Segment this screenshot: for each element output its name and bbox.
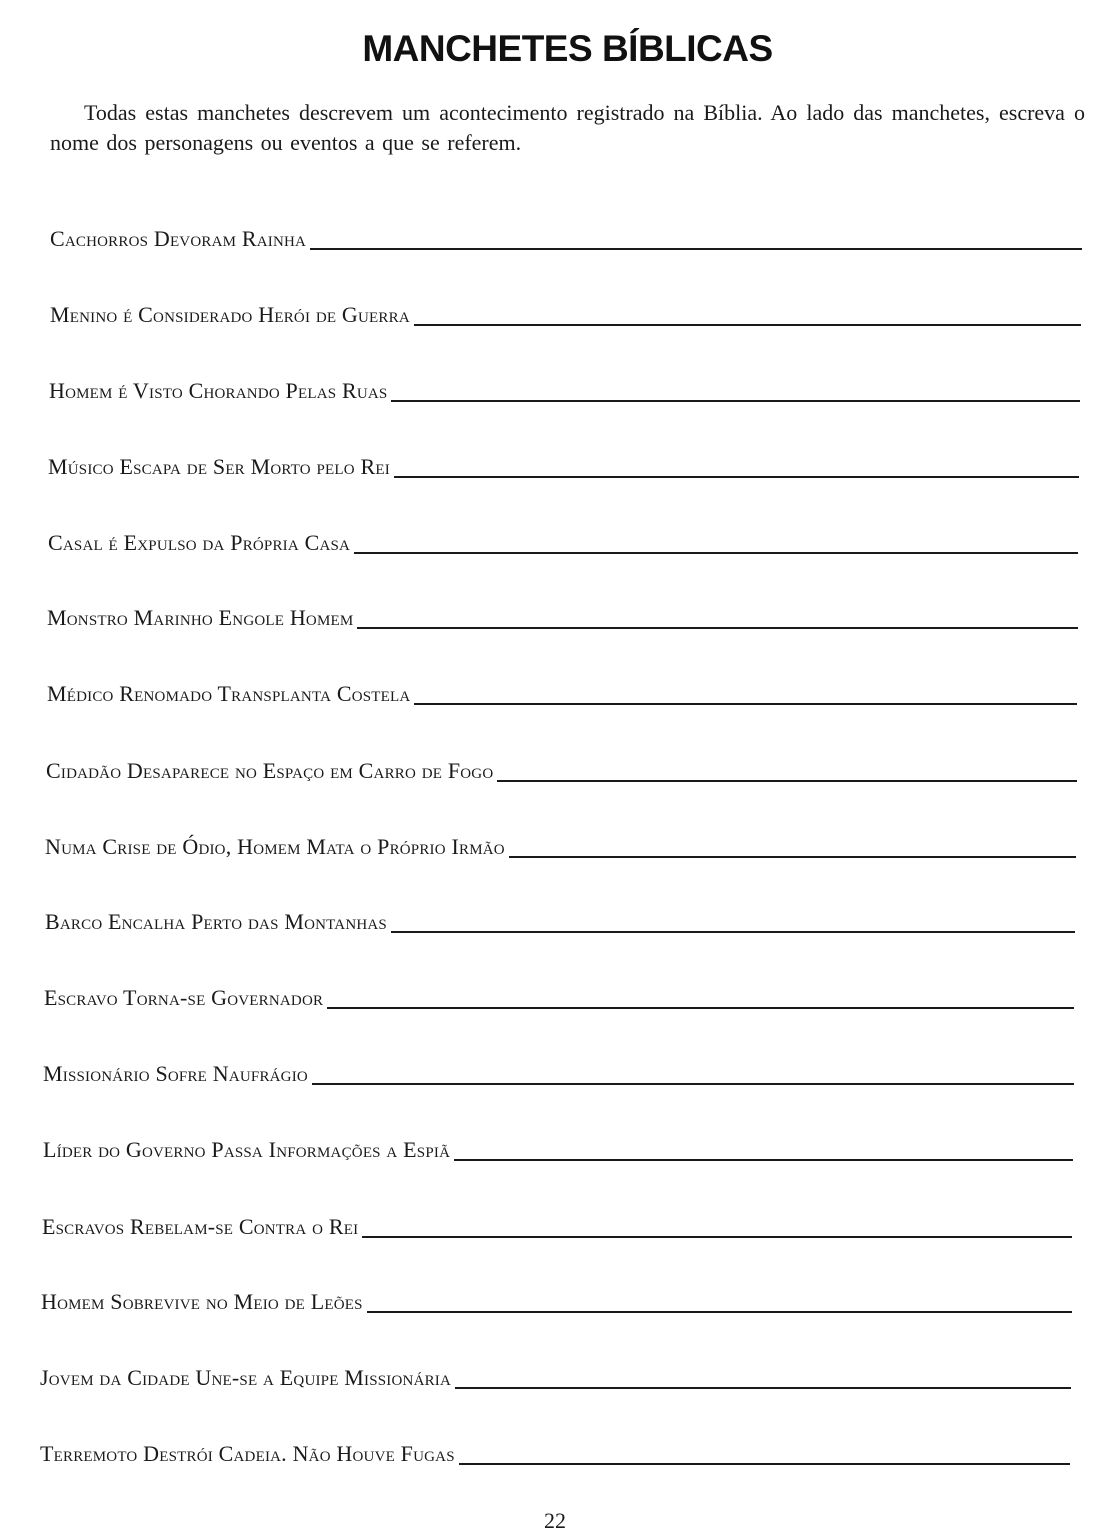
headline-text: Missionário Sofre Naufrágio	[43, 1061, 308, 1086]
headline-row	[40, 1357, 1071, 1391]
headline-row	[49, 370, 1080, 404]
headline-text: Músico Escapa de Ser Morto pelo Rei	[48, 454, 390, 479]
answer-field[interactable]	[327, 983, 1074, 1009]
headline-row	[42, 1206, 1072, 1240]
page-title: MANCHETES BÍBLICAS	[362, 28, 773, 69]
headline-text: Numa Crise de Ódio, Homem Mata o Próprio Irmão	[45, 834, 505, 859]
headline-row	[40, 1433, 1070, 1467]
answer-field[interactable]	[497, 756, 1077, 782]
headline-text: Homem é Visto Chorando Pelas Ruas	[49, 378, 388, 403]
headline-text: Terremoto Destrói Cadeia. Não Houve Fugas	[40, 1441, 455, 1466]
headline-row	[46, 750, 1077, 784]
headline-text: Cidadão Desaparece no Espaço em Carro de Fogo	[46, 758, 494, 783]
headline-row	[41, 1281, 1072, 1315]
headline-row	[48, 522, 1078, 556]
headline-row	[45, 826, 1076, 860]
answer-field[interactable]	[310, 224, 1082, 250]
answer-field[interactable]	[391, 907, 1075, 933]
headline-row	[48, 446, 1079, 480]
headline-text: Líder do Governo Passa Informações a Espiã	[43, 1137, 451, 1162]
headline-text: Barco Encalha Perto das Montanhas	[45, 909, 387, 934]
headline-text: Cachorros Devoram Rainha	[50, 226, 307, 251]
answer-field[interactable]	[454, 1135, 1073, 1161]
answer-field[interactable]	[367, 1287, 1072, 1313]
headline-text: Escravo Torna-se Governador	[44, 985, 324, 1010]
answer-field[interactable]	[391, 376, 1080, 402]
headline-text: Casal é Expulso da Própria Casa	[48, 530, 351, 555]
headline-text: Escravos Rebelam-se Contra o Rei	[42, 1214, 359, 1239]
answer-field[interactable]	[394, 452, 1079, 478]
answer-field[interactable]	[455, 1363, 1071, 1389]
headline-text: Menino é Considerado Herói de Guerra	[50, 302, 410, 327]
instructions-paragraph: Todas estas manchetes descrevem um acontecimento registrado na Bíblia. Ao lado das manchetes, escreva o nome dos personagens ou eventos a que se referem.	[50, 100, 1085, 155]
answer-field[interactable]	[414, 300, 1081, 326]
headline-row	[44, 977, 1074, 1011]
answer-field[interactable]	[414, 679, 1077, 705]
answer-field[interactable]	[354, 528, 1078, 554]
page-number: 22	[544, 1508, 566, 1533]
answer-field[interactable]	[459, 1439, 1070, 1465]
headline-text: Médico Renomado Transplanta Costela	[47, 681, 411, 706]
headline-row	[43, 1129, 1073, 1163]
answer-field[interactable]	[509, 832, 1076, 858]
headline-text: Monstro Marinho Engole Homem	[47, 605, 354, 630]
headline-row	[47, 673, 1077, 707]
headline-row	[50, 294, 1081, 328]
headline-text: Jovem da Cidade Une-se a Equipe Missionária	[40, 1365, 452, 1390]
headline-row	[47, 597, 1078, 631]
headline-row	[43, 1053, 1074, 1087]
answer-field[interactable]	[357, 603, 1078, 629]
headline-text: Homem Sobrevive no Meio de Leões	[41, 1289, 363, 1314]
headline-row	[50, 218, 1082, 252]
answer-field[interactable]	[362, 1212, 1072, 1238]
headline-row	[45, 901, 1075, 935]
answer-field[interactable]	[312, 1059, 1074, 1085]
